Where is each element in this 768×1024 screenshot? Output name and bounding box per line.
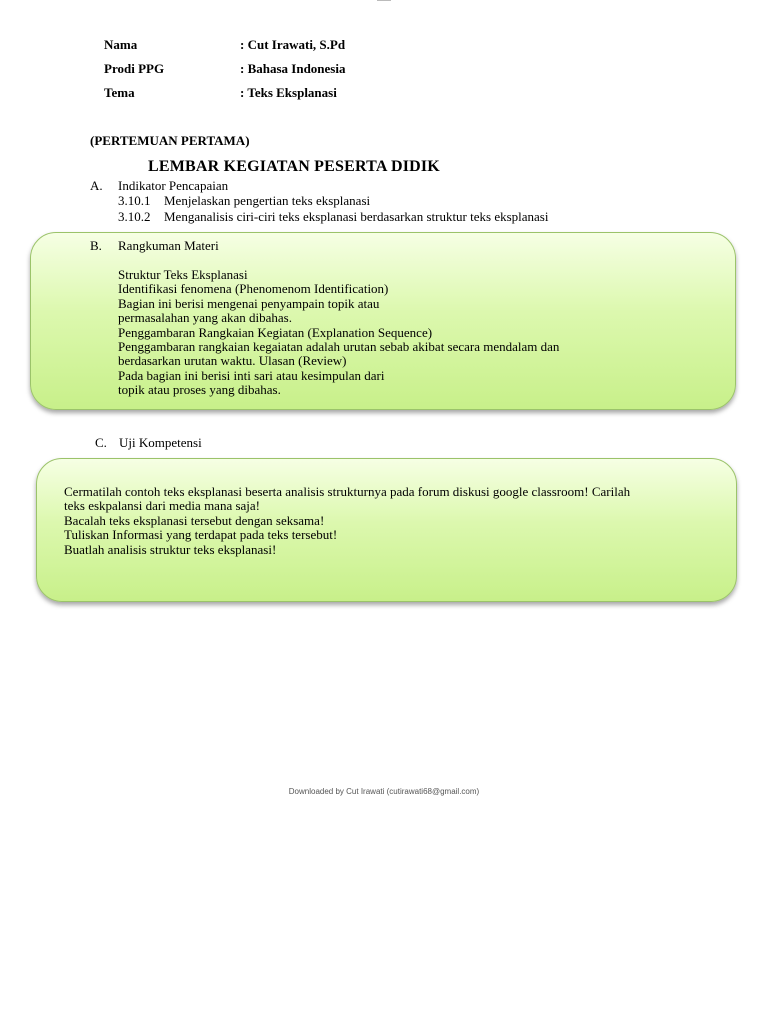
section-letter: A. (90, 178, 103, 193)
task-line: Bacalah teks eksplanasi tersebut dengan seksama! (64, 512, 325, 528)
section-title: Rangkuman Materi (118, 238, 219, 253)
info-label: Nama (104, 37, 138, 52)
material-line: Penggambaran rangkaian kegaiatan adalah urutan sebab akibat secara mendalam dan (118, 339, 560, 355)
task-line: Tuliskan Informasi yang terdapat pada teks tersebut! (64, 527, 338, 543)
page-title: LEMBAR KEGIATAN PESERTA DIDIK (148, 158, 440, 175)
task-line: Cermatilah contoh teks eksplanasi beserta analisis strukturnya pada forum diskusi google classroom! Carilah (64, 484, 631, 499)
info-label: Prodi PPG (104, 61, 165, 76)
section-title: Indikator Pencapaian (118, 178, 229, 193)
indicator-number: 3.10.1 (118, 193, 151, 208)
info-label: Tema (104, 85, 135, 100)
indicator-number: 3.10.2 (118, 209, 151, 224)
material-line: Pada bagian ini berisi inti sari atau kesimpulan dari (118, 367, 385, 383)
section-letter: B. (90, 238, 102, 253)
material-line: Struktur Teks Eksplanasi (118, 267, 248, 282)
material-line: permasalahan yang akan dibahas. (118, 310, 292, 326)
indicator-text: Menganalisis ciri-ciri teks eksplanasi berdasarkan struktur teks eksplanasi (164, 209, 549, 224)
page-top-mark (377, 0, 391, 1)
info-value: : Cut Irawati, S.Pd (240, 37, 346, 52)
task-line: Buatlah analisis struktur teks eksplanasi! (64, 541, 277, 557)
info-value: : Teks Eksplanasi (240, 85, 337, 100)
material-summary-text (118, 268, 559, 398)
info-value: : Bahasa Indonesia (240, 61, 346, 76)
task-line: teks eskpalansi dari media mana saja! (64, 498, 261, 514)
material-line: berdasarkan urutan waktu. Ulasan (Review) (118, 353, 347, 369)
indicator-text: Menjelaskan pengertian teks eksplanasi (164, 193, 371, 208)
material-line: topik atau proses yang dibahas. (118, 382, 281, 398)
competency-test-text (64, 485, 630, 557)
download-footer: Downloaded by Cut Irawati (cutirawati68@gmail.com) (288, 787, 480, 796)
meeting-label: (PERTEMUAN PERTAMA) (90, 133, 250, 148)
material-line: Bagian ini berisi mengenai penyampain topik atau (118, 295, 380, 311)
section-title: Uji Kompetensi (119, 435, 202, 450)
material-line: Penggambaran Rangkaian Kegiatan (Explanation Sequence) (118, 324, 433, 340)
material-line: Identifikasi fenomena (Phenomenom Identification) (118, 281, 389, 297)
section-letter: C. (95, 435, 107, 450)
